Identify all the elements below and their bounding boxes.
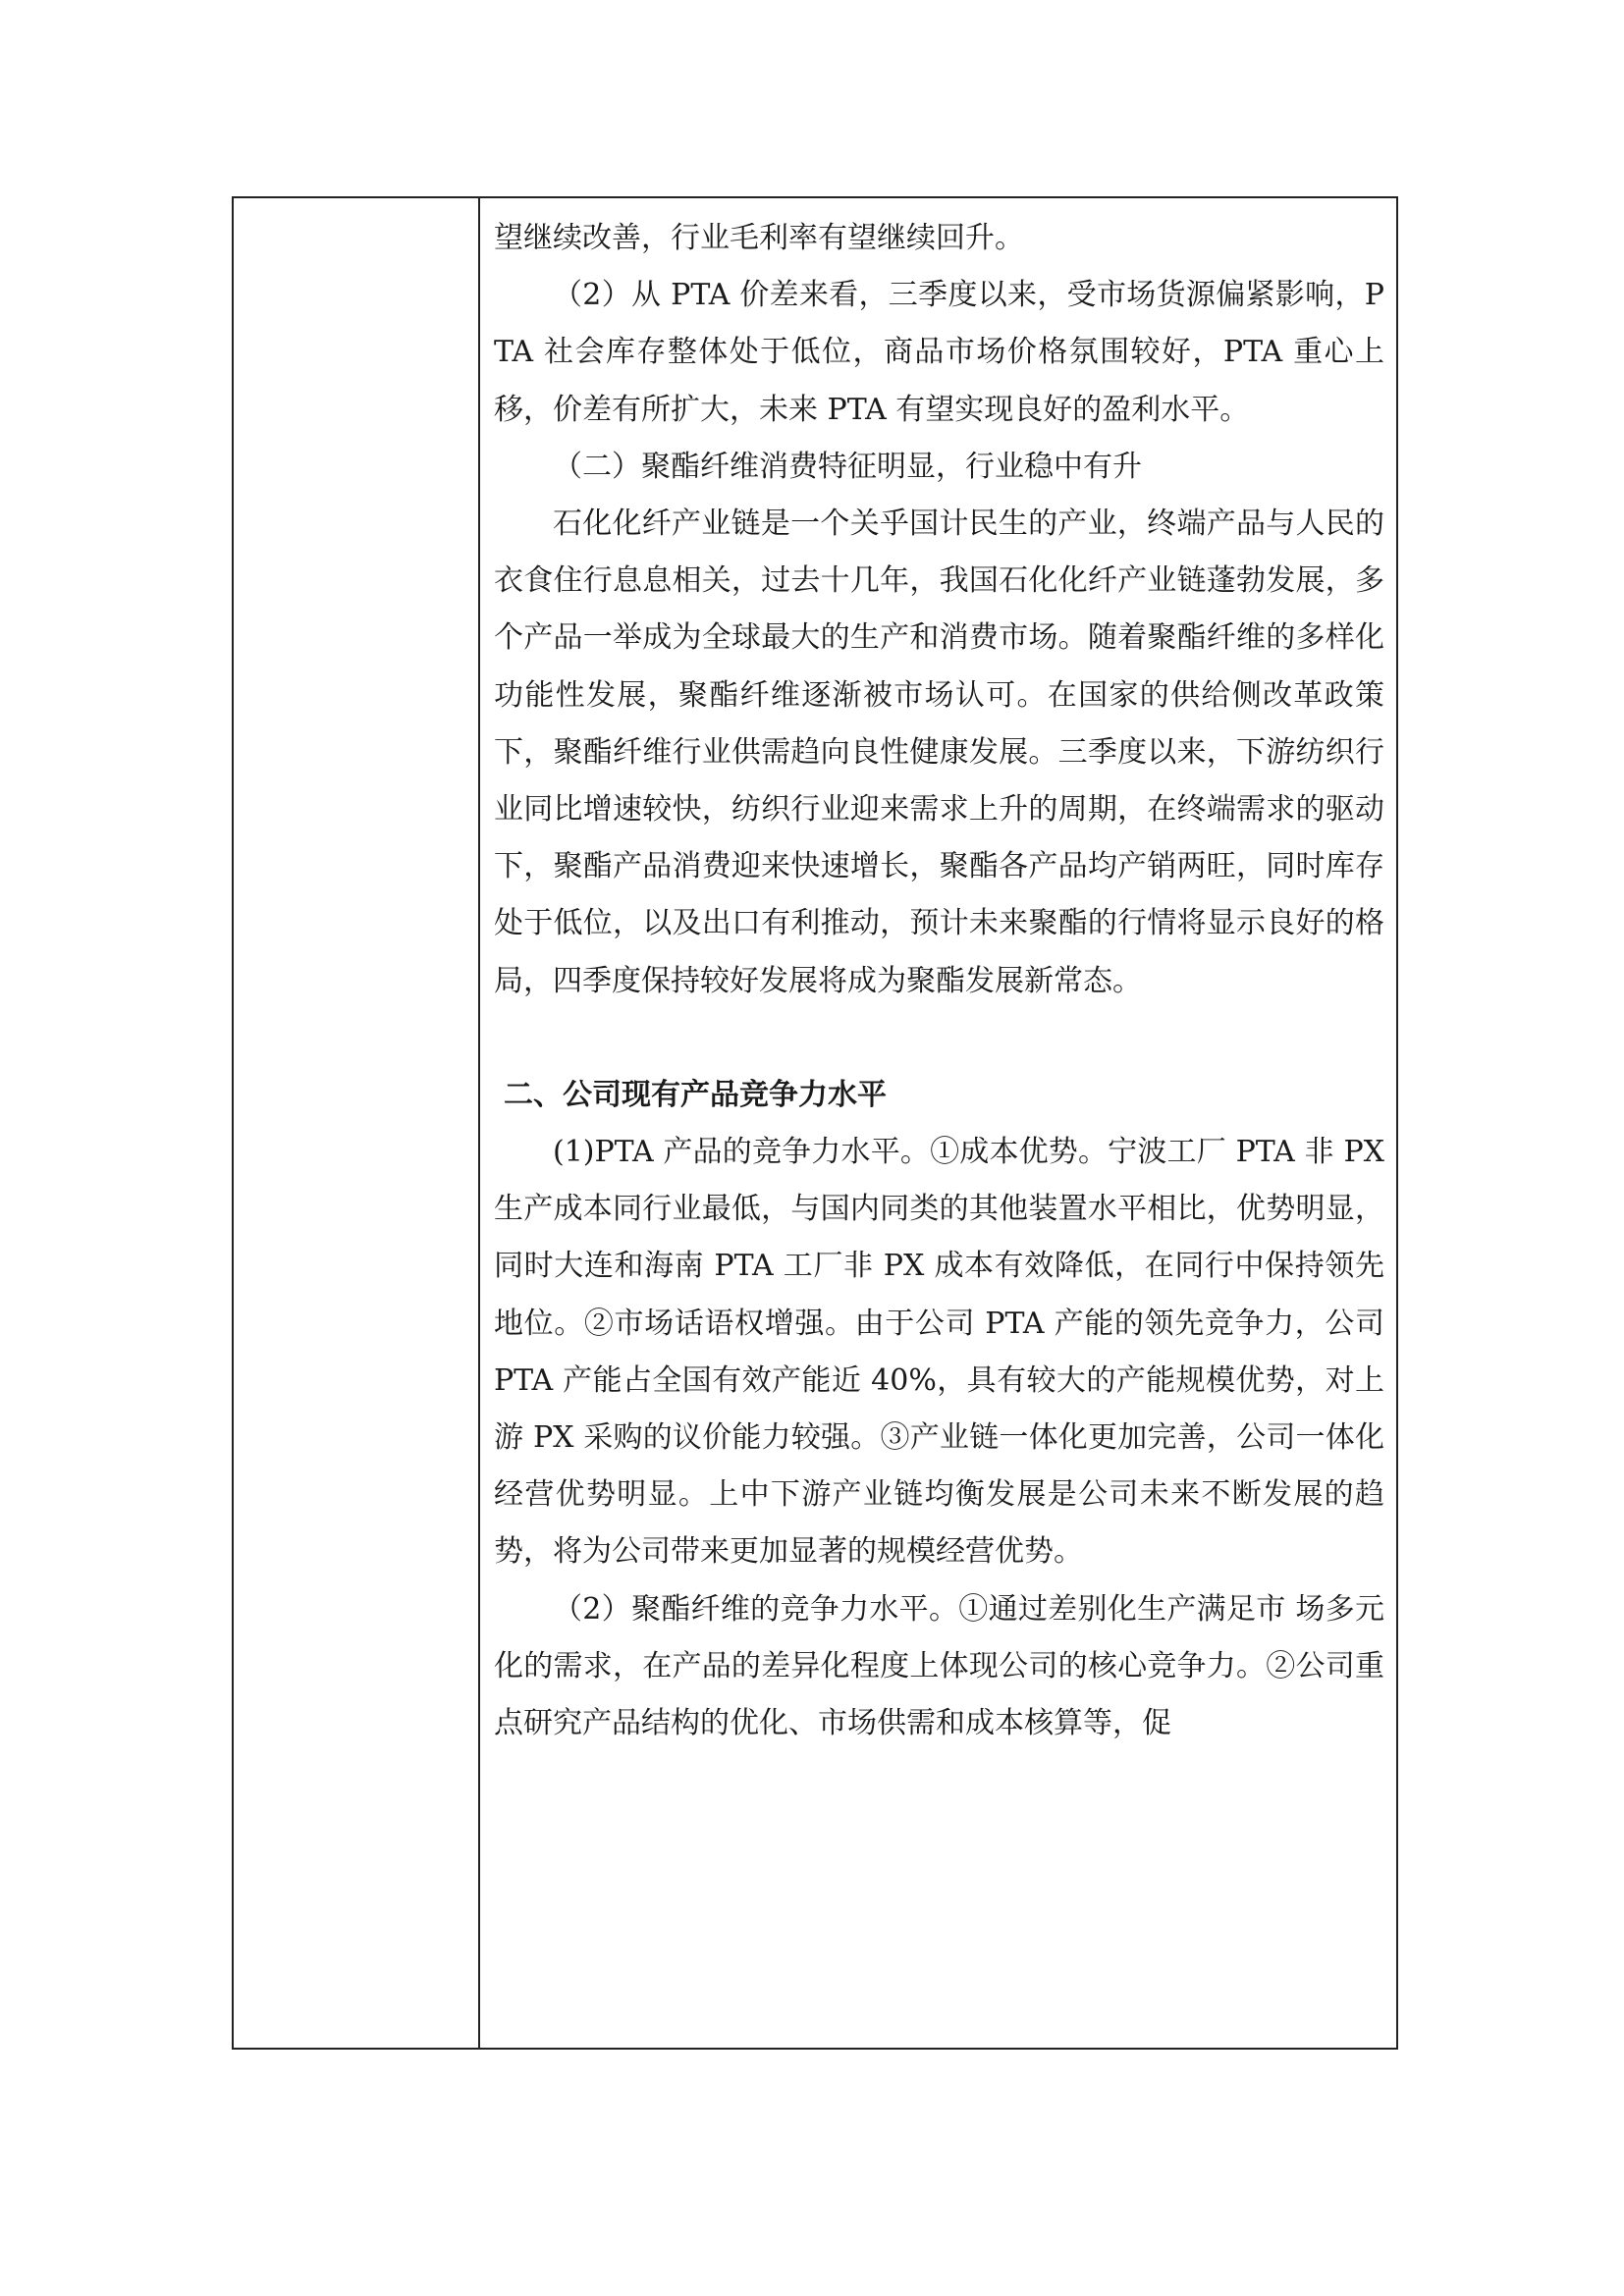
section-heading: 二、公司现有产品竞争力水平 bbox=[504, 1077, 887, 1112]
paragraph: （二）聚酯纤维消费特征明显，行业稳中有升 bbox=[553, 449, 1142, 484]
table-content-column bbox=[480, 198, 1396, 2048]
paragraph-gap bbox=[494, 1010, 1384, 1067]
paragraph: （2）从 PTA 价差来看，三季度以来，受市场货源偏紧影响，PTA 社会库存整体处于低位，商品市场价格氛围较好，PTA 重心上移，价差有所扩大，未来 PTA 有望实现良好的盈利水平。 bbox=[494, 278, 1384, 427]
paragraph: （2）聚酯纤维的竞争力水平。①通过差别化生产满足市 场多元化的需求，在产品的差异化程度上体现公司的核心竞争力。②公司重点研究产品结构的优化、市场供需和成本核算等，促 bbox=[494, 1591, 1384, 1741]
paragraph: (1)PTA 产品的竞争力水平。①成本优势。宁波工厂 PTA 非 PX 生产成本同行业最低，与国内同类的其他装置水平相比，优势明显，同时大连和海南 PTA 工厂非 PX 成本有效降低，在同行中保持领先地位。②市场话语权增强。由于公司 PTA 产能的领先竞争力，公司 PTA 产能占全国有效产能近 40%，具有较大的产能规模优势，对上游 PX 采购的议价能力较强。③产业链一体化更加完善，公司一体化经营优势明显。上中下游产业链均衡发展是公司未来不断发展的趋势，将为公司带来更加显著的规模经营优势。 bbox=[494, 1135, 1384, 1570]
content-part-2 bbox=[494, 1124, 1384, 1752]
content-table bbox=[232, 196, 1398, 2050]
paragraph: 望继续改善，行业毛利率有望继续回升。 bbox=[494, 221, 1024, 255]
table-label-column bbox=[234, 198, 480, 2048]
content-part-1 bbox=[494, 210, 1384, 1010]
paragraph: 石化化纤产业链是一个关乎国计民生的产业，终端产品与人民的衣食住行息息相关，过去十几年，我国石化化纤产业链蓬勃发展，多个产品一举成为全球最大的生产和消费市场。随着聚酯纤维的多样化功能性发展，聚酯纤维逐渐被市场认可。在国家的供给侧改革政策下，聚酯纤维行业供需趋向良性健康发展。三季度以来，下游纺织行业同比增速较快，纺织行业迎来需求上升的周期，在终端需求的驱动下，聚酯产品消费迎来快速增长，聚酯各产品均产销两旺，同时库存处于低位，以及出口有利推动，预计未来聚酯的行情将显示良好的格局，四季度保持较好发展将成为聚酯发展新常态。 bbox=[494, 507, 1384, 998]
